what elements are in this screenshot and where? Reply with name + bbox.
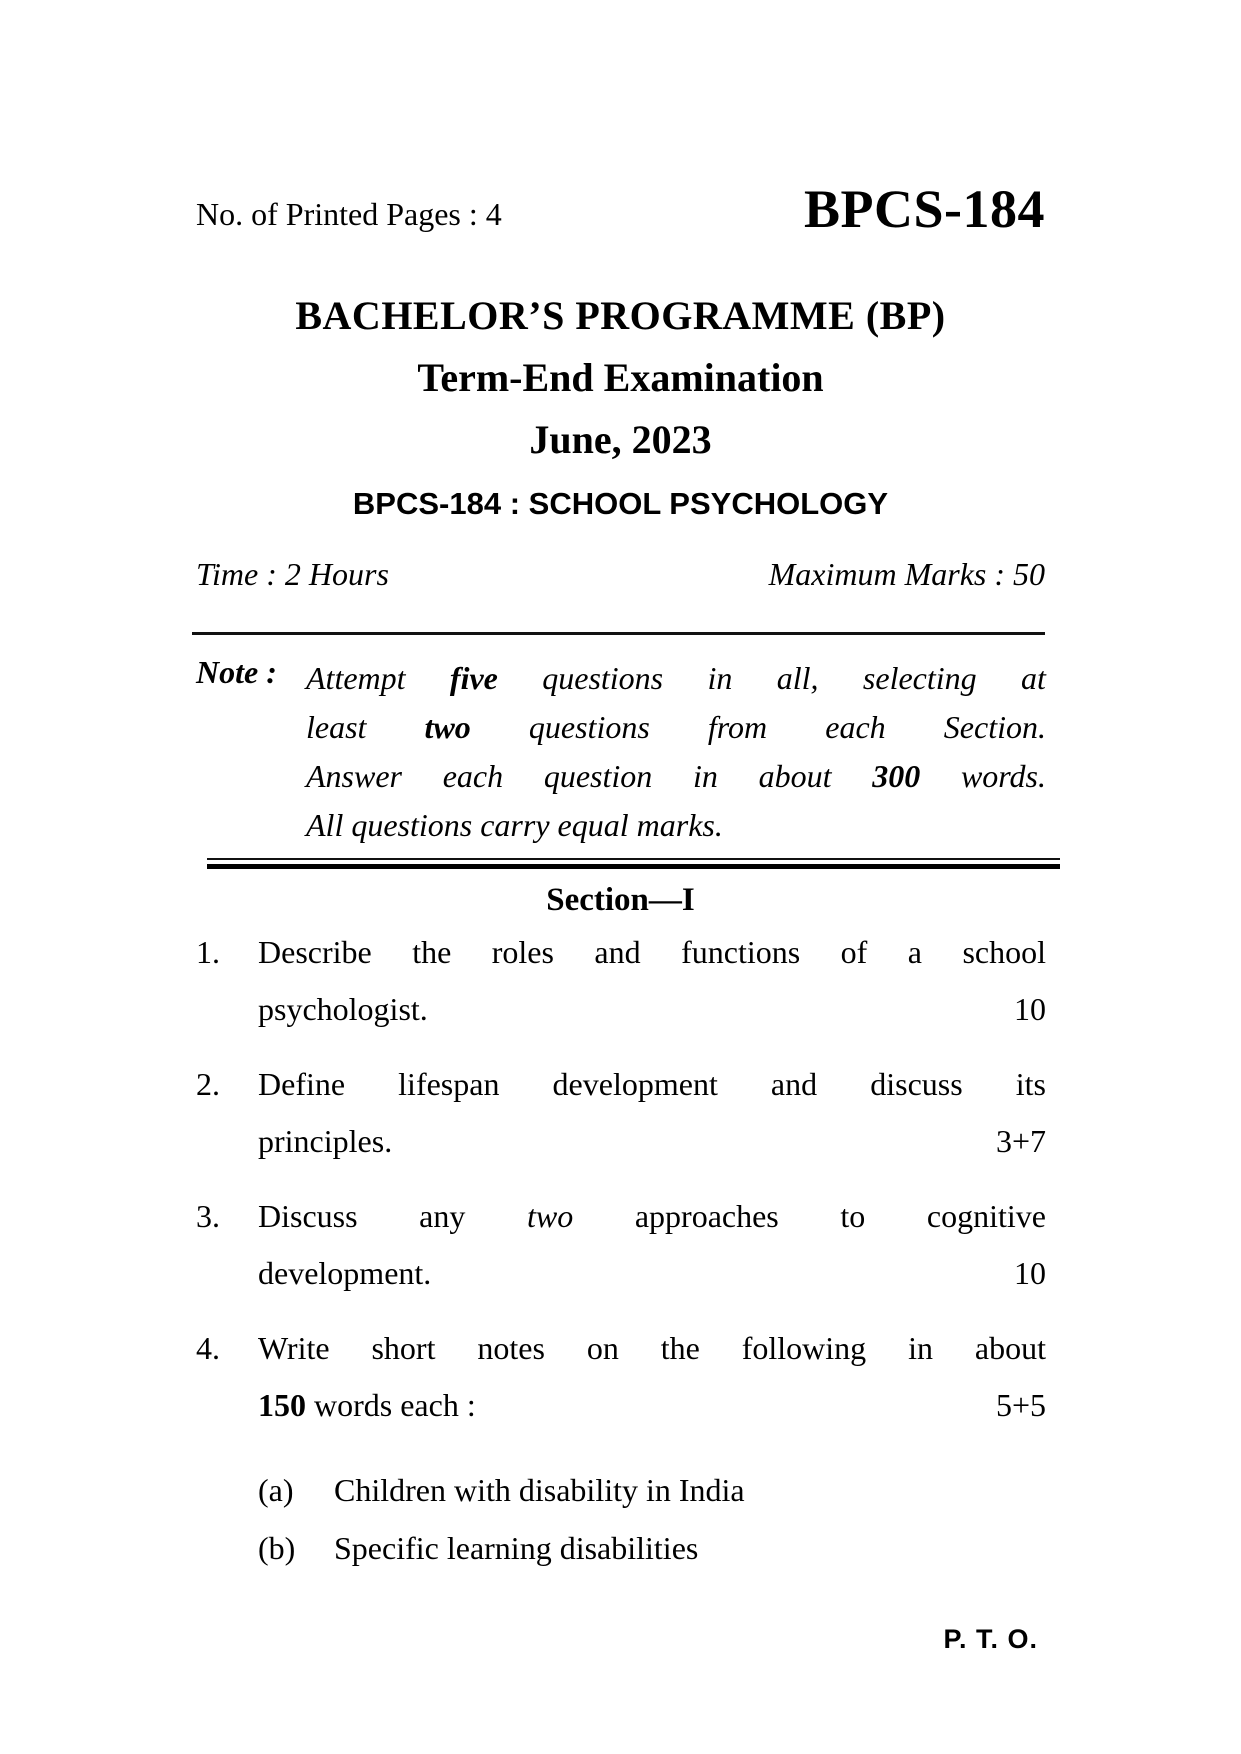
note-line-2 (306, 703, 1046, 752)
word: development. (258, 1255, 432, 1291)
word: following (741, 1330, 867, 1366)
word: in (908, 1330, 933, 1366)
note-instructions (306, 654, 1046, 850)
note-word: at (1021, 660, 1046, 696)
word: of (840, 934, 868, 970)
word: words each : (306, 1387, 476, 1423)
note-word: selecting (862, 660, 977, 696)
question-text (258, 1188, 1046, 1302)
question-number: 4. (196, 1330, 220, 1366)
note-line-4: All questions carry equal marks. (306, 807, 723, 843)
question-line (258, 981, 1046, 1038)
question-line (258, 924, 1046, 981)
question-line (258, 1113, 1046, 1170)
note-bold-word: 300 (872, 758, 921, 794)
question-line (258, 1056, 1046, 1113)
question-text (258, 1056, 1046, 1170)
note-label: Note : (196, 654, 277, 690)
word: development (552, 1066, 718, 1102)
note-word: in (693, 758, 718, 794)
note-word: least (306, 709, 367, 745)
word: lifespan (398, 1066, 500, 1102)
question-line (258, 1188, 1046, 1245)
question-line (258, 1320, 1046, 1377)
word: Write (258, 1330, 330, 1366)
programme-title: BACHELOR’S PROGRAMME (BP) (295, 293, 946, 338)
course-code-header: BPCS-184 (803, 179, 1045, 239)
question-marks: 10 (1014, 1255, 1046, 1291)
note-line-3 (306, 752, 1046, 801)
sub-question-text: Specific learning disabilities (334, 1530, 699, 1566)
note-word: Answer (306, 758, 402, 794)
word: Discuss (258, 1198, 358, 1234)
question-marks: 3+7 (995, 1123, 1046, 1159)
bold-word: 150 (258, 1387, 306, 1423)
question-line (258, 1377, 1046, 1434)
word: the (412, 934, 452, 970)
word: school (962, 934, 1046, 970)
section-heading: Section—I (546, 882, 695, 918)
note-word: from (707, 709, 768, 745)
note-word: each (825, 709, 886, 745)
word: roles (491, 934, 554, 970)
time-allowed: Time : 2 Hours (196, 556, 389, 592)
note-word: questions (542, 660, 664, 696)
word: notes (477, 1330, 545, 1366)
exam-title: Term-End Examination (417, 355, 824, 400)
word: and (594, 934, 641, 970)
question-number: 1. (196, 934, 220, 970)
course-title: BPCS-184 : SCHOOL PSYCHOLOGY (352, 486, 889, 521)
word: and (770, 1066, 818, 1102)
word: short (371, 1330, 436, 1366)
word: Define (258, 1066, 346, 1102)
divider-rule (192, 632, 1045, 635)
question-marks: 10 (1014, 991, 1046, 1027)
word: approaches (634, 1198, 779, 1234)
note-word: all, (776, 660, 819, 696)
word: cognitive (926, 1198, 1046, 1234)
note-word: about (758, 758, 832, 794)
note-bold-word: five (449, 660, 498, 696)
double-rule-thick (207, 864, 1060, 869)
question-line (258, 1245, 1046, 1302)
word: its (1015, 1066, 1046, 1102)
please-turn-over: P. T. O. (943, 1624, 1038, 1654)
question-text (258, 1320, 1046, 1434)
italic-word: two (526, 1198, 574, 1234)
note-word: words. (960, 758, 1046, 794)
question-marks: 5+5 (995, 1387, 1046, 1423)
question-number: 3. (196, 1198, 220, 1234)
word: a (907, 934, 922, 970)
word: to (840, 1198, 866, 1234)
word: on (586, 1330, 619, 1366)
note-line-1 (306, 654, 1046, 703)
maximum-marks: Maximum Marks : 50 (768, 556, 1045, 592)
note-word: in (707, 660, 733, 696)
double-rule-thin (207, 858, 1060, 860)
question-number: 2. (196, 1066, 220, 1102)
note-bold-word: two (424, 709, 471, 745)
sub-question-label: (b) (258, 1530, 296, 1566)
note-word: Section. (943, 709, 1046, 745)
word: discuss (870, 1066, 963, 1102)
question-text (258, 924, 1046, 1038)
word: the (660, 1330, 700, 1366)
word: Describe (258, 934, 372, 970)
word: psychologist. (258, 991, 428, 1027)
word: functions (681, 934, 801, 970)
sub-question-text: Children with disability in India (334, 1472, 745, 1508)
printed-pages-count: No. of Printed Pages : 4 (196, 196, 502, 232)
word: principles. (258, 1123, 393, 1159)
note-word: questions (528, 709, 650, 745)
word: any (419, 1198, 466, 1234)
exam-session: June, 2023 (529, 417, 712, 462)
word: about (974, 1330, 1046, 1366)
note-word: question (543, 758, 653, 794)
note-word: Attempt (306, 660, 406, 696)
note-word: each (442, 758, 504, 794)
sub-question-label: (a) (258, 1472, 294, 1508)
word-group (258, 1377, 476, 1434)
